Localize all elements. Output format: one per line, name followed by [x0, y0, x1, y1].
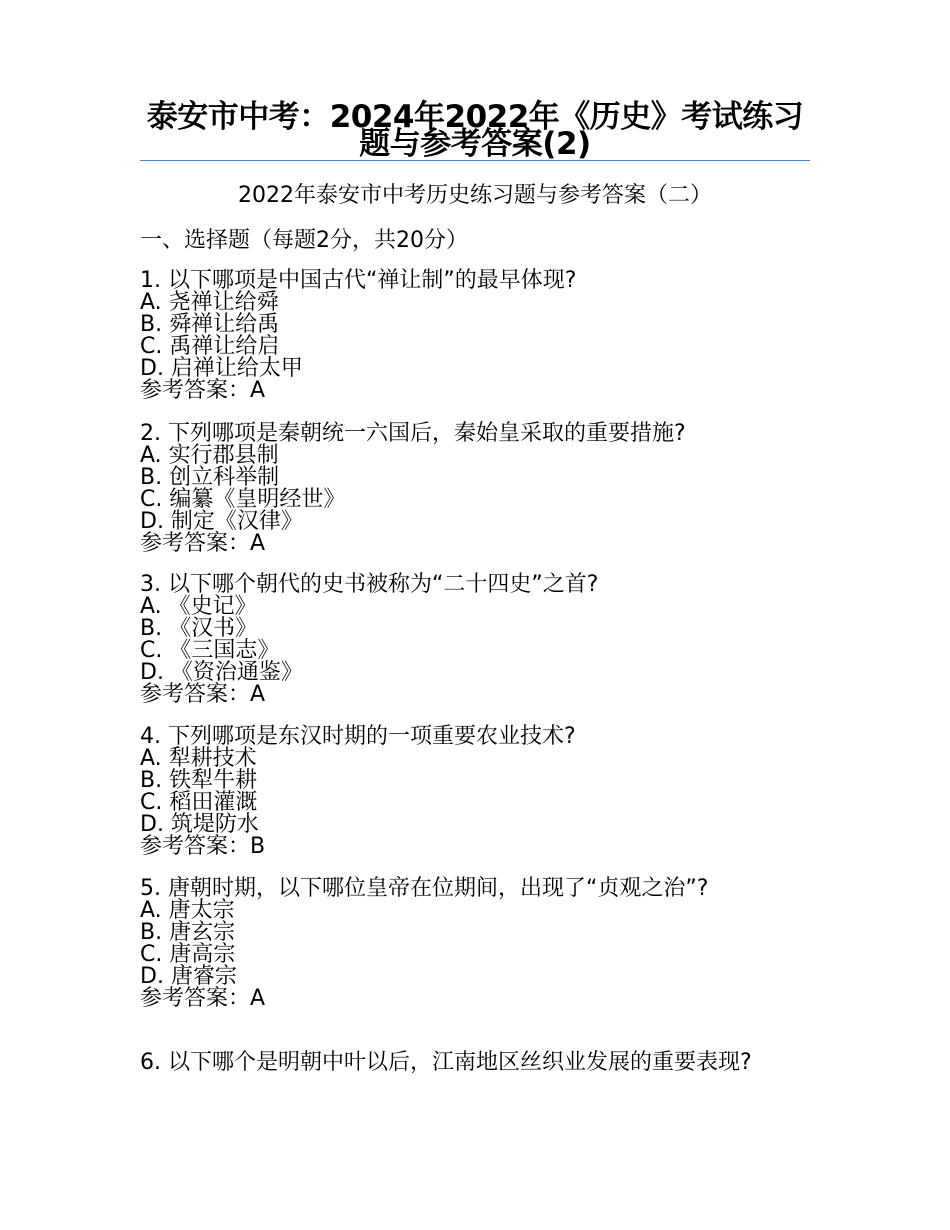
question-6 [140, 1052, 800, 1074]
option-b: B. 舜禅让给禹 [140, 312, 280, 337]
question-stem: 3. 以下哪个朝代的史书被称为“二十四史”之首? [140, 572, 599, 597]
answer-line: 参考答案：B [140, 834, 266, 859]
option-d: D. 筑堤防水 [140, 812, 259, 837]
option-b: B. 唐玄宗 [140, 920, 236, 945]
question-2 [140, 423, 810, 555]
answer-line: 参考答案：A [140, 531, 266, 556]
section-heading: 一、选择题（每题2分，共20分） [140, 228, 468, 253]
question-1 [140, 270, 810, 402]
option-c: C. 《三国志》 [140, 638, 280, 663]
question-stem: 2. 下列哪项是秦朝统一六国后，秦始皇采取的重要措施? [140, 421, 686, 446]
option-d: D. 《资治通鉴》 [140, 660, 303, 685]
document-title: 泰安市中考：2024年2022年《历史》考试练习题与参考答案(2) [146, 99, 804, 162]
option-b: B. 铁犁牛耕 [140, 768, 258, 793]
question-stem: 4. 下列哪项是东汉时期的一项重要农业技术? [140, 724, 576, 749]
option-c: C. 编纂《皇明经世》 [140, 487, 346, 512]
option-b: B. 《汉书》 [140, 616, 258, 641]
document-subtitle: 2022年泰安市中考历史练习题与参考答案（二） [238, 183, 712, 208]
question-stem: 6. 以下哪个是明朝中叶以后，江南地区丝织业发展的重要表现? [140, 1050, 752, 1075]
question-4 [140, 726, 810, 858]
option-c: C. 禹禅让给启 [140, 334, 280, 359]
question-5 [140, 878, 750, 1010]
title-divider [140, 160, 810, 161]
option-c: C. 唐高宗 [140, 942, 236, 967]
option-a: A. 实行郡县制 [140, 443, 279, 468]
option-d: D. 制定《汉律》 [140, 509, 303, 534]
option-a: A. 唐太宗 [140, 898, 235, 923]
option-a: A. 犁耕技术 [140, 746, 257, 771]
answer-line: 参考答案：A [140, 986, 266, 1011]
option-b: B. 创立科举制 [140, 465, 280, 490]
answer-line: 参考答案：A [140, 378, 266, 403]
question-stem: 1. 以下哪项是中国古代“禅让制”的最早体现? [140, 268, 577, 293]
question-stem: 5. 唐朝时期，以下哪位皇帝在位期间，出现了“贞观之治”? [140, 876, 709, 901]
option-a: A. 《史记》 [140, 594, 257, 619]
option-d: D. 唐睿宗 [140, 964, 237, 989]
question-3 [140, 574, 810, 706]
answer-line: 参考答案：A [140, 682, 266, 707]
option-c: C. 稻田灌溉 [140, 790, 258, 815]
option-d: D. 启禅让给太甲 [140, 356, 303, 381]
option-a: A. 尧禅让给舜 [140, 290, 279, 315]
